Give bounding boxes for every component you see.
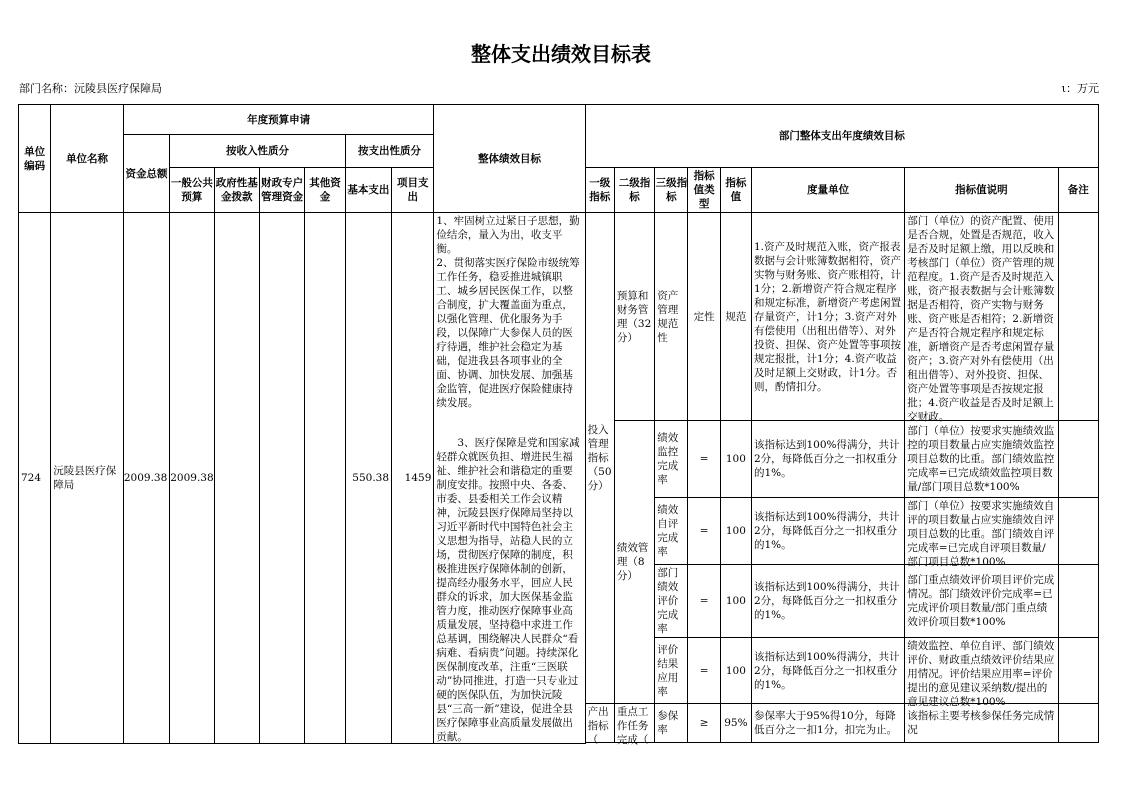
header-unit-name: 单位名称	[51, 105, 124, 213]
value-cell: 100	[720, 421, 751, 498]
measure-text: 1.资产及时规范入账，资产报表数据与会计账簿数据相符，资产实物与财务账、资产账相符，计1分；2.新增资产符合规定程序和规定标准，新增资产考虑闲置存量资产，计1分；3.资产对外有偿使用（出租出借等）、对外投资、担保、资产处置等事项按规定报批，计1分；4.资产收益及时足额上交财政，计1分。否则，酌情扣分。	[754, 240, 901, 393]
value-type-cell: =	[688, 638, 720, 704]
basic-expense-cell: 550.38	[345, 213, 391, 744]
desc-cell: 该指标主要考核参保任务完成情况	[905, 704, 1058, 743]
header-level2: 二级指标	[614, 168, 654, 213]
remark-cell	[1058, 498, 1098, 565]
measure-cell: 该指标达到100%得满分，共计2分，每降低百分之一扣权重分的1%。	[752, 498, 905, 565]
header-level1: 一级指标	[585, 168, 614, 213]
desc-text: 部门重点绩效评价项目评价完成情况。部门绩效评价完成率=已完成评价项目数量/部门重点绩效评价项目数*100%	[907, 574, 1055, 628]
value-type-cell: 定性	[688, 213, 720, 421]
unit-code-cell: 724	[19, 213, 51, 744]
l1-input-cell: 投入管理指标（50分）	[585, 213, 614, 704]
header-fiscal-account: 财政专户管理资金	[259, 168, 304, 213]
goal-text-part2: 3、医疗保障是党和国家减轻群众就医负担、增进民生福祉、维护社会和谐稳定的重要制度安排。按照中央、各委、市委、县委相关工作会议精神，沅陵县医疗保障局坚持以习近平新时代中国特色社会主义思想为指导，站稳人民的立场，贯彻医疗保障的制度，积极推进医疗保障体制的创新，提高经办服务水平，回应人民群众的诉求，加大医保基金监管力度，推动医疗保障事业高质量发展，坚持稳中求进工作总基调，围绕解决人民群众“看病难、看病贵”问题。持续深化医保制度改革，注重“三医联动”协同推进，打造一只专业过硬的医保队伍，为加快沅陵县“三高一新”建设，促进全县医疗保障事业高质量发展做出贡献。	[436, 437, 580, 743]
value-type-cell: =	[688, 421, 720, 498]
remark-cell	[1058, 213, 1098, 421]
value-type-cell: =	[688, 565, 720, 638]
table-row	[19, 213, 1099, 421]
other-funds-cell	[305, 213, 345, 744]
header-project-expense: 项目支出	[392, 168, 434, 213]
l2-budget-cell: 预算和财务管理（32分）	[614, 213, 654, 421]
measure-cell: 该指标达到100%得满分，共计2分，每降低百分之一扣权重分的1%。	[752, 638, 905, 704]
l3-cell: 部门绩效评价完成率	[655, 565, 688, 638]
measure-cell: 参保率大于95%得10分，每降低百分之一扣1分，扣完为止。	[752, 704, 905, 743]
value-type-cell: =	[688, 498, 720, 565]
l3-cell: 评价结果应用率	[655, 638, 688, 704]
l1-output-cell	[585, 704, 614, 746]
header-level3: 三级指标	[655, 168, 688, 213]
value-type-cell: ≥	[688, 704, 720, 743]
overall-goal-cell	[434, 213, 585, 744]
remark-cell	[1058, 638, 1098, 704]
value-cell: 100	[720, 565, 751, 638]
header-measure-unit: 度量单位	[752, 168, 905, 213]
value-cell: 100	[720, 638, 751, 704]
desc-cell	[905, 565, 1058, 638]
value-cell: 95%	[720, 704, 751, 743]
l3-cell: 参保率	[655, 704, 688, 743]
header-other-funds: 其他资金	[305, 168, 345, 213]
desc-text: 部门（单位）按要求实施绩效监控的项目数量占应实施绩效监控项目总数的比重。部门绩效监控完成率=已完成绩效监控项目数量/部门项目总数*100%	[907, 425, 1055, 493]
header-remark: 备注	[1058, 168, 1098, 213]
project-expense-cell: 1459	[392, 213, 434, 744]
measure-cell	[752, 213, 905, 421]
fiscal-account-cell	[259, 213, 304, 744]
header-annual-budget: 年度预算申请	[123, 105, 434, 135]
header-dept-goal: 部门整体支出年度绩效目标	[585, 105, 1098, 168]
total-funds-cell: 2009.38	[123, 213, 169, 744]
l2-perf-cell: 绩效管理（8分）	[614, 421, 654, 704]
unit-label: ι：万元	[1061, 82, 1099, 95]
header-gov-fund: 政府性基金拨款	[214, 168, 259, 213]
performance-table	[18, 104, 1099, 744]
department-name: 部门名称：沅陵县医疗保障局	[19, 82, 162, 95]
l3-cell: 绩效自评完成率	[655, 498, 688, 565]
header-value-desc: 指标值说明	[905, 168, 1058, 213]
value-cell: 规范	[720, 213, 751, 421]
l1-output-text: 产出指标（	[587, 706, 609, 746]
measure-cell: 该指标达到100%得满分，共计2分，每降低百分之一扣权重分的1%。	[752, 565, 905, 638]
header-basic-expense: 基本支出	[345, 168, 391, 213]
desc-text: 绩效监控、单位自评、部门绩效评价、财政重点绩效评价结果应用情况。评价结果应用率=评价提出的意见建议采纳数/提出的意见建议总数*100%	[907, 640, 1055, 708]
header-general-budget: 一般公共预算	[170, 168, 214, 213]
header-value: 指标值	[720, 168, 751, 213]
value-cell: 100	[720, 498, 751, 565]
desc-cell	[905, 213, 1058, 421]
header-value-type: 指标值类型	[688, 168, 720, 213]
l3-cell: 资产管理规范性	[655, 213, 688, 421]
desc-text: 部门（单位）的资产配置、使用是否合规，处置是否规范，收入是否及时足额上缴，用以反映和考核部门（单位）资产管理的规范程度。1.资产是否及时规范入账，资产报表数据与会计账簿数据是否相符，资产实物与财务账、资产账是否相符；2.新增资产是否符合规定程序和规定标准，新增资产是否考虑闲置存量资产；3.资产对外有偿使用（出租出借等）、对外投资、担保、资产处置等事项是否按规定报批；4.资产收益是否及时足额上交财政。	[907, 215, 1055, 423]
general-budget-cell: 2009.38	[170, 213, 214, 744]
unit-name-cell: 沅陵县医疗保障局	[51, 213, 124, 744]
desc-cell	[905, 638, 1058, 708]
measure-cell: 该指标达到100%得满分，共计2分，每降低百分之一扣权重分的1%。	[752, 421, 905, 498]
desc-text: 部门（单位）按要求实施绩效自评的项目数量占应实施绩效自评项目总数的比重。部门绩效自评完成率=已完成自评项目数量/部门项目总数*100%	[907, 500, 1055, 568]
header-total-funds: 资金总额	[123, 135, 169, 213]
remark-cell	[1058, 704, 1098, 743]
remark-cell	[1058, 565, 1098, 638]
l2-key-text: 重点工作任务完成（	[616, 706, 649, 746]
desc-cell	[905, 421, 1058, 498]
header-unit-code: 单位编码	[19, 105, 51, 213]
page-title: 整体支出绩效目标表	[471, 42, 651, 66]
header-overall-goal: 整体绩效目标	[434, 105, 585, 213]
l3-cell: 绩效监控完成率	[655, 421, 688, 498]
desc-cell	[905, 498, 1058, 568]
l2-key-cell	[614, 704, 654, 746]
header-by-income: 按收入性质分	[170, 135, 345, 168]
remark-cell	[1058, 421, 1098, 498]
header-by-expense: 按支出性质分	[345, 135, 434, 168]
gov-fund-cell	[214, 213, 259, 744]
goal-text-part1: 1、牢固树立过紧日子思想，勤俭结余，量入为出，收支平衡。 2、贯彻落实医疗保险市级统筹工作任务，稳妥推进城镇职工、城乡居民医保工作，以整合制度，扩大覆盖面为重点，以强化管理、优化服务为手段，以保障广大参保人员的医疗待遇，维护社会稳定为基础，促进我县各项事业的全面、协调、加快发展、加强基金监管，促进医疗保险健康持续发展。	[436, 215, 580, 409]
